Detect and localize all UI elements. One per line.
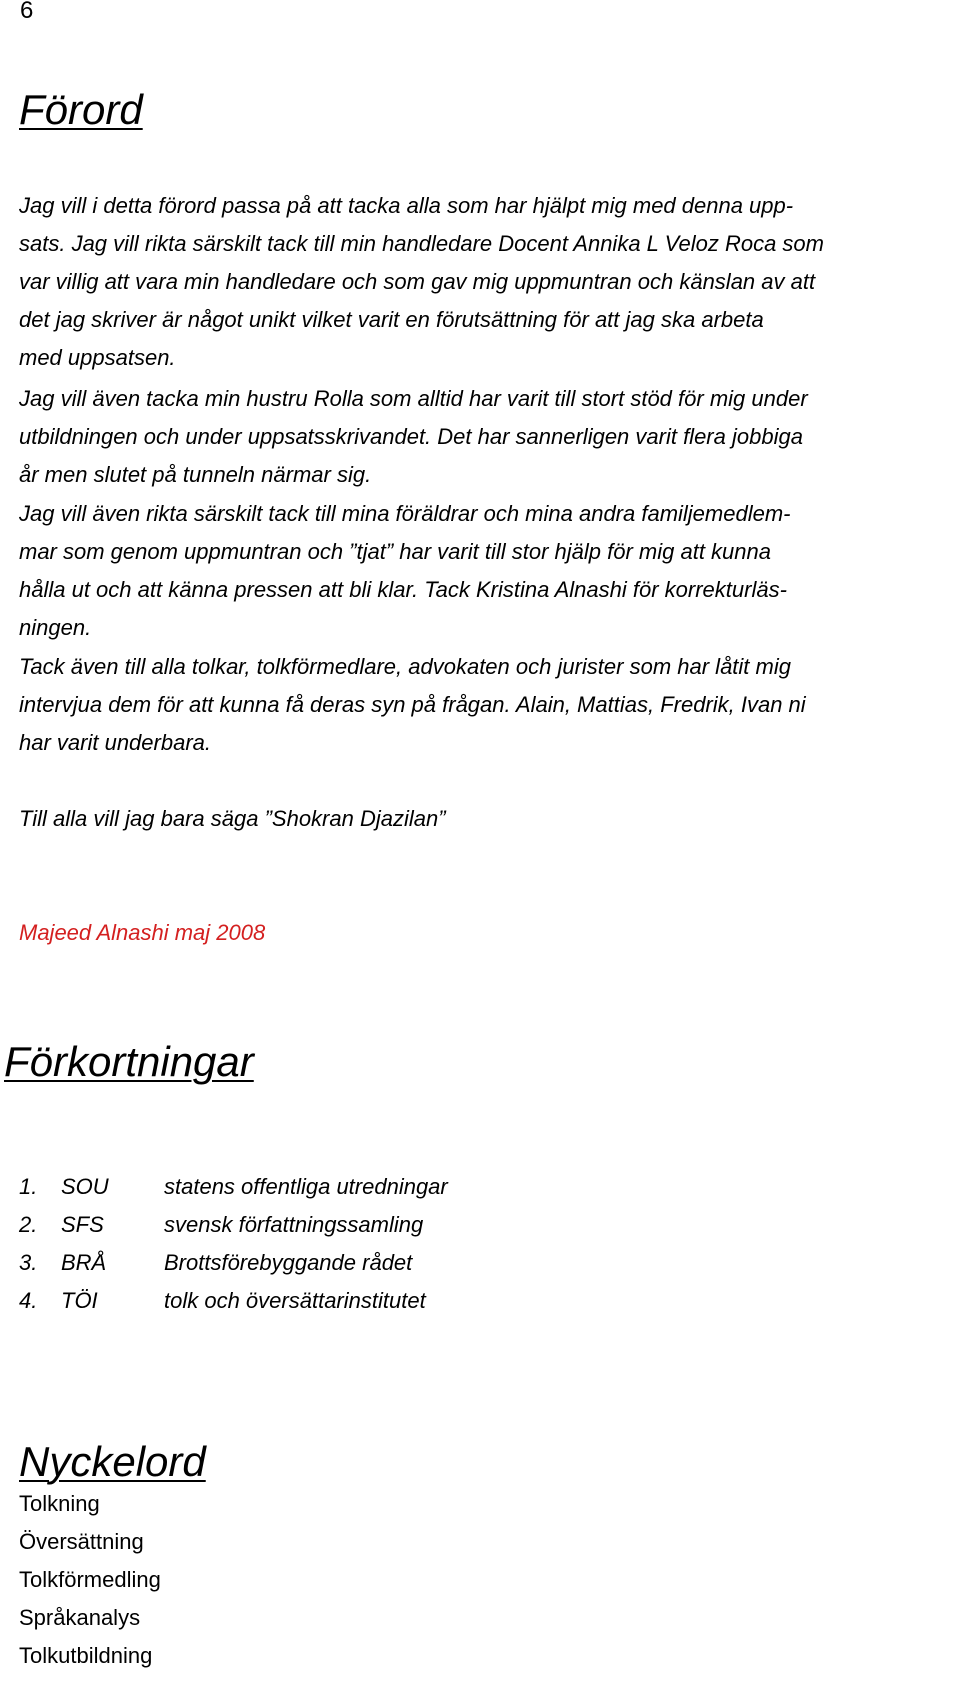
foreword-closing: Till alla vill jag bara säga ”Shokran Djazilan” bbox=[19, 806, 446, 831]
foreword-paragraph-2: Jag vill även tacka min hustru Rolla som alltid har varit till stort stöd för mig under utbildningen och under uppsatsskrivandet. Det har sannerligen varit flera jobbiga år men slutet på tunneln närmar sig. bbox=[19, 386, 808, 487]
abbreviation-description: svensk författningssamling bbox=[164, 1212, 424, 1237]
abbreviation-number: 3. bbox=[19, 1250, 38, 1275]
abbreviation-number: 1. bbox=[19, 1174, 38, 1199]
foreword-heading: Förord bbox=[19, 86, 143, 133]
keyword-item: Tolkförmedling bbox=[19, 1567, 161, 1592]
foreword-paragraph-3: Jag vill även rikta särskilt tack till mina föräldrar och mina andra familjemedlem- mar som genom uppmuntran och ”tjat” har varit till stor hjälp för mig att kunna hålla ut och att känna pressen att bli klar. Tack Kristina Alnashi för korrekturläs- ningen. bbox=[19, 501, 791, 640]
keywords-heading: Nyckelord bbox=[19, 1438, 206, 1485]
abbreviations-list bbox=[19, 1168, 448, 1320]
keyword-item: Tolkning bbox=[19, 1491, 100, 1516]
abbreviation-number: 2. bbox=[19, 1212, 38, 1237]
foreword-paragraph-4: Tack även till alla tolkar, tolkförmedlare, advokaten och jurister som har låtit mig intervjua dem för att kunna få deras syn på frågan. Alain, Mattias, Fredrik, Ivan ni har varit underbara. bbox=[19, 654, 806, 755]
abbreviation-number: 4. bbox=[19, 1288, 38, 1313]
abbreviation-code: BRÅ bbox=[61, 1250, 107, 1275]
abbreviation-description: statens offentliga utredningar bbox=[164, 1174, 448, 1199]
abbreviation-item bbox=[19, 1206, 448, 1244]
abbreviation-item bbox=[19, 1244, 448, 1282]
foreword-paragraph-1: Jag vill i detta förord passa på att tacka alla som har hjälpt mig med denna upp- sats. Jag vill rikta särskilt tack till min handledare Docent Annika L Veloz Roca som var villig att vara min handledare och som gav mig uppmuntran och känslan av att det jag skriver är något unikt vilket varit en förutsättning för att jag ska arbeta med uppsatsen. bbox=[19, 193, 824, 370]
abbreviations-heading: Förkortningar bbox=[4, 1038, 254, 1085]
keyword-item: Översättning bbox=[19, 1529, 144, 1554]
abbreviation-description: Brottsförebyggande rådet bbox=[164, 1250, 413, 1275]
abbreviation-item bbox=[19, 1168, 448, 1206]
keyword-item: Tolkutbildning bbox=[19, 1643, 153, 1668]
keywords-list bbox=[19, 1485, 161, 1675]
keyword-item: Språkanalys bbox=[19, 1605, 141, 1630]
abbreviation-code: SFS bbox=[61, 1212, 104, 1237]
abbreviation-code: SOU bbox=[61, 1174, 109, 1199]
abbreviation-item bbox=[19, 1282, 448, 1320]
abbreviation-description: tolk och översättarinstitutet bbox=[164, 1288, 426, 1313]
abbreviation-code: TÖI bbox=[61, 1288, 98, 1313]
author-signature: Majeed Alnashi maj 2008 bbox=[19, 920, 266, 945]
page-number: 6 bbox=[20, 0, 34, 24]
